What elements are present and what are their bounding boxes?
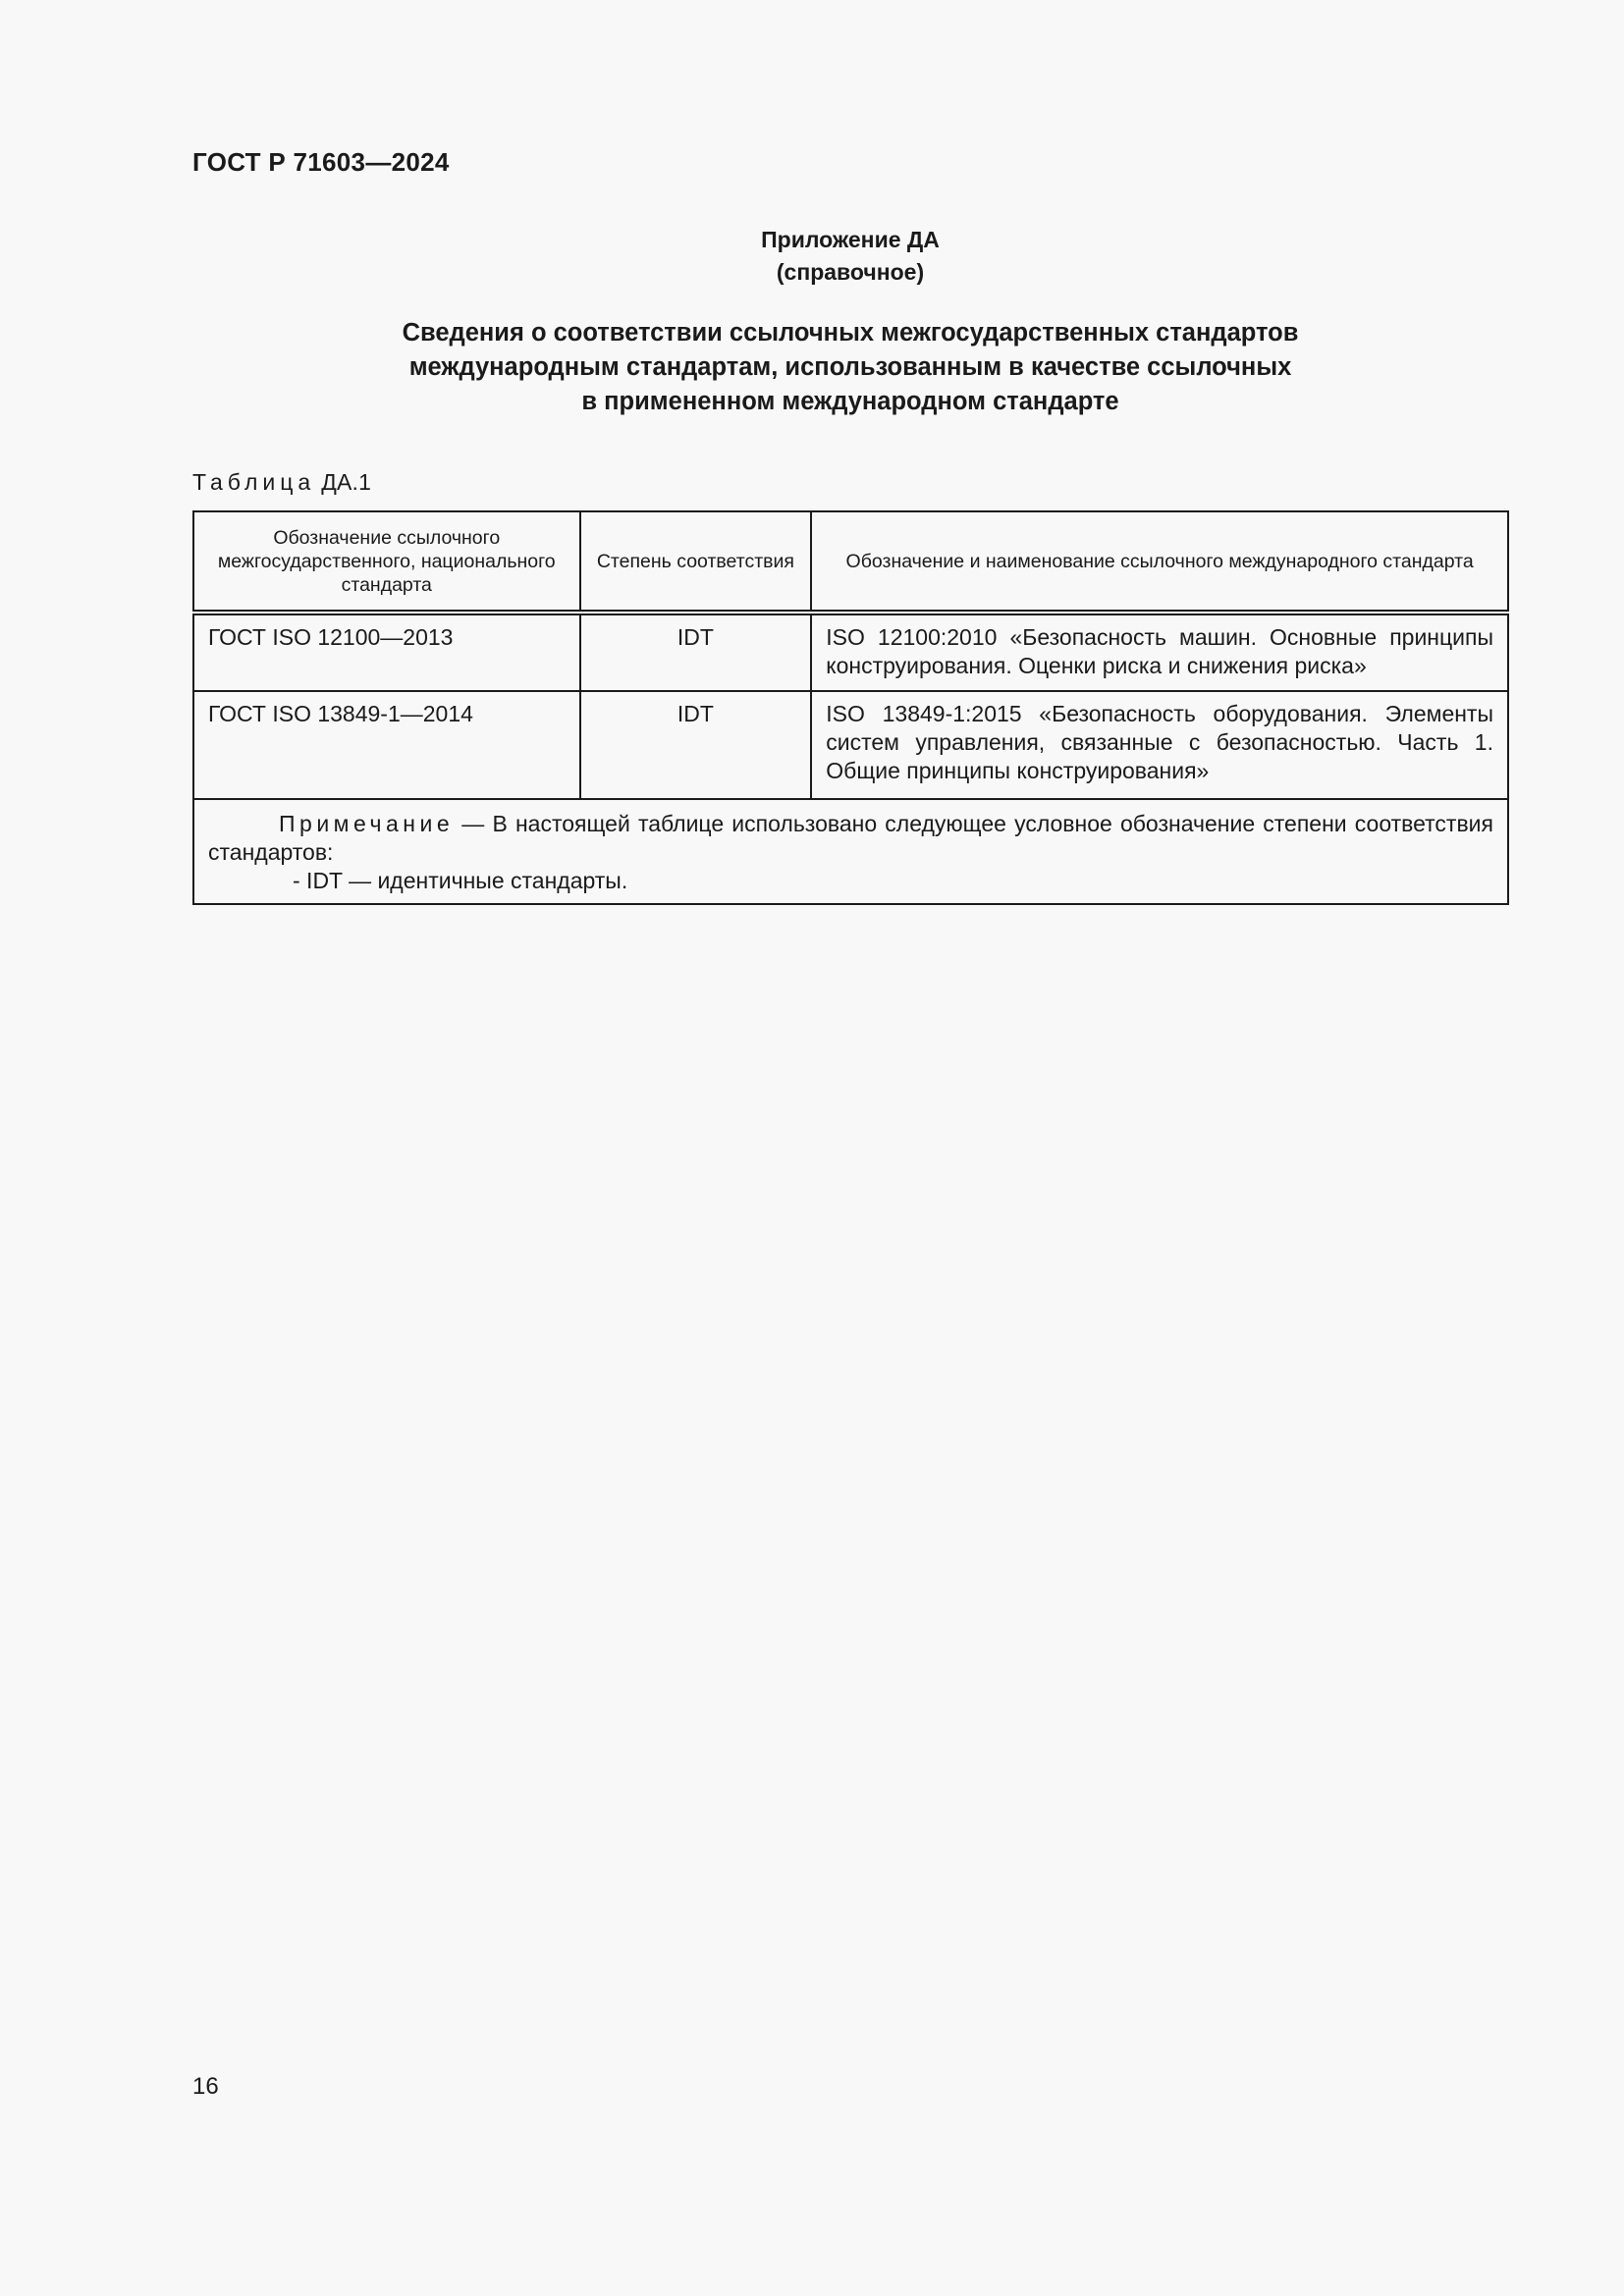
- table-row: [193, 691, 1508, 799]
- note-text: — В настоящей таблице использовано следующее условное обозначение степени соответствия стандартов:: [208, 811, 1493, 865]
- annex-title-line: Сведения о соответствии ссылочных межгосударственных стандартов: [402, 319, 1299, 347]
- cell-degree: IDT: [580, 613, 812, 691]
- table-header-row: [193, 511, 1508, 613]
- annex-title-line: международным стандартам, использованным в качестве ссылочных: [408, 353, 1292, 381]
- cell-designation: ГОСТ ISO 13849-1—2014: [193, 691, 580, 799]
- column-header-degree: Степень соответствия: [580, 511, 812, 613]
- cell-designation: ГОСТ ISO 12100—2013: [193, 613, 580, 691]
- note-item: - IDT — идентичные стандарты.: [293, 868, 628, 893]
- annex-label: Приложение ДА: [761, 227, 940, 252]
- table-note-row: [193, 799, 1508, 904]
- annex-title-line: в примененном международном стандарте: [581, 388, 1119, 415]
- table-caption-number: ДА.1: [321, 469, 372, 495]
- table-note: [193, 799, 1508, 904]
- cell-international: ISO 12100:2010 «Безопасность машин. Основные принципы конструирования. Оценки риска и снижения риска»: [811, 613, 1508, 691]
- table-caption: [192, 469, 371, 496]
- column-header-designation: Обозначение ссылочного межгосударственного, национального стандарта: [193, 511, 580, 613]
- table-row: [193, 613, 1508, 691]
- annex-title: [192, 316, 1508, 419]
- note-label: Примечание: [279, 811, 455, 836]
- annex-status: (справочное): [776, 259, 925, 285]
- page-number: 16: [192, 2073, 219, 2100]
- cell-international: ISO 13849-1:2015 «Безопасность оборудования. Элементы систем управления, связанные с безопасностью. Часть 1. Общие принципы конструирования»: [811, 691, 1508, 799]
- column-header-international: Обозначение и наименование ссылочного международного стандарта: [811, 511, 1508, 613]
- cell-degree: IDT: [580, 691, 812, 799]
- table-caption-word: Таблица: [192, 469, 316, 495]
- correspondence-table: [192, 510, 1509, 905]
- document-code: ГОСТ Р 71603—2024: [192, 147, 450, 177]
- annex-header: [192, 224, 1508, 289]
